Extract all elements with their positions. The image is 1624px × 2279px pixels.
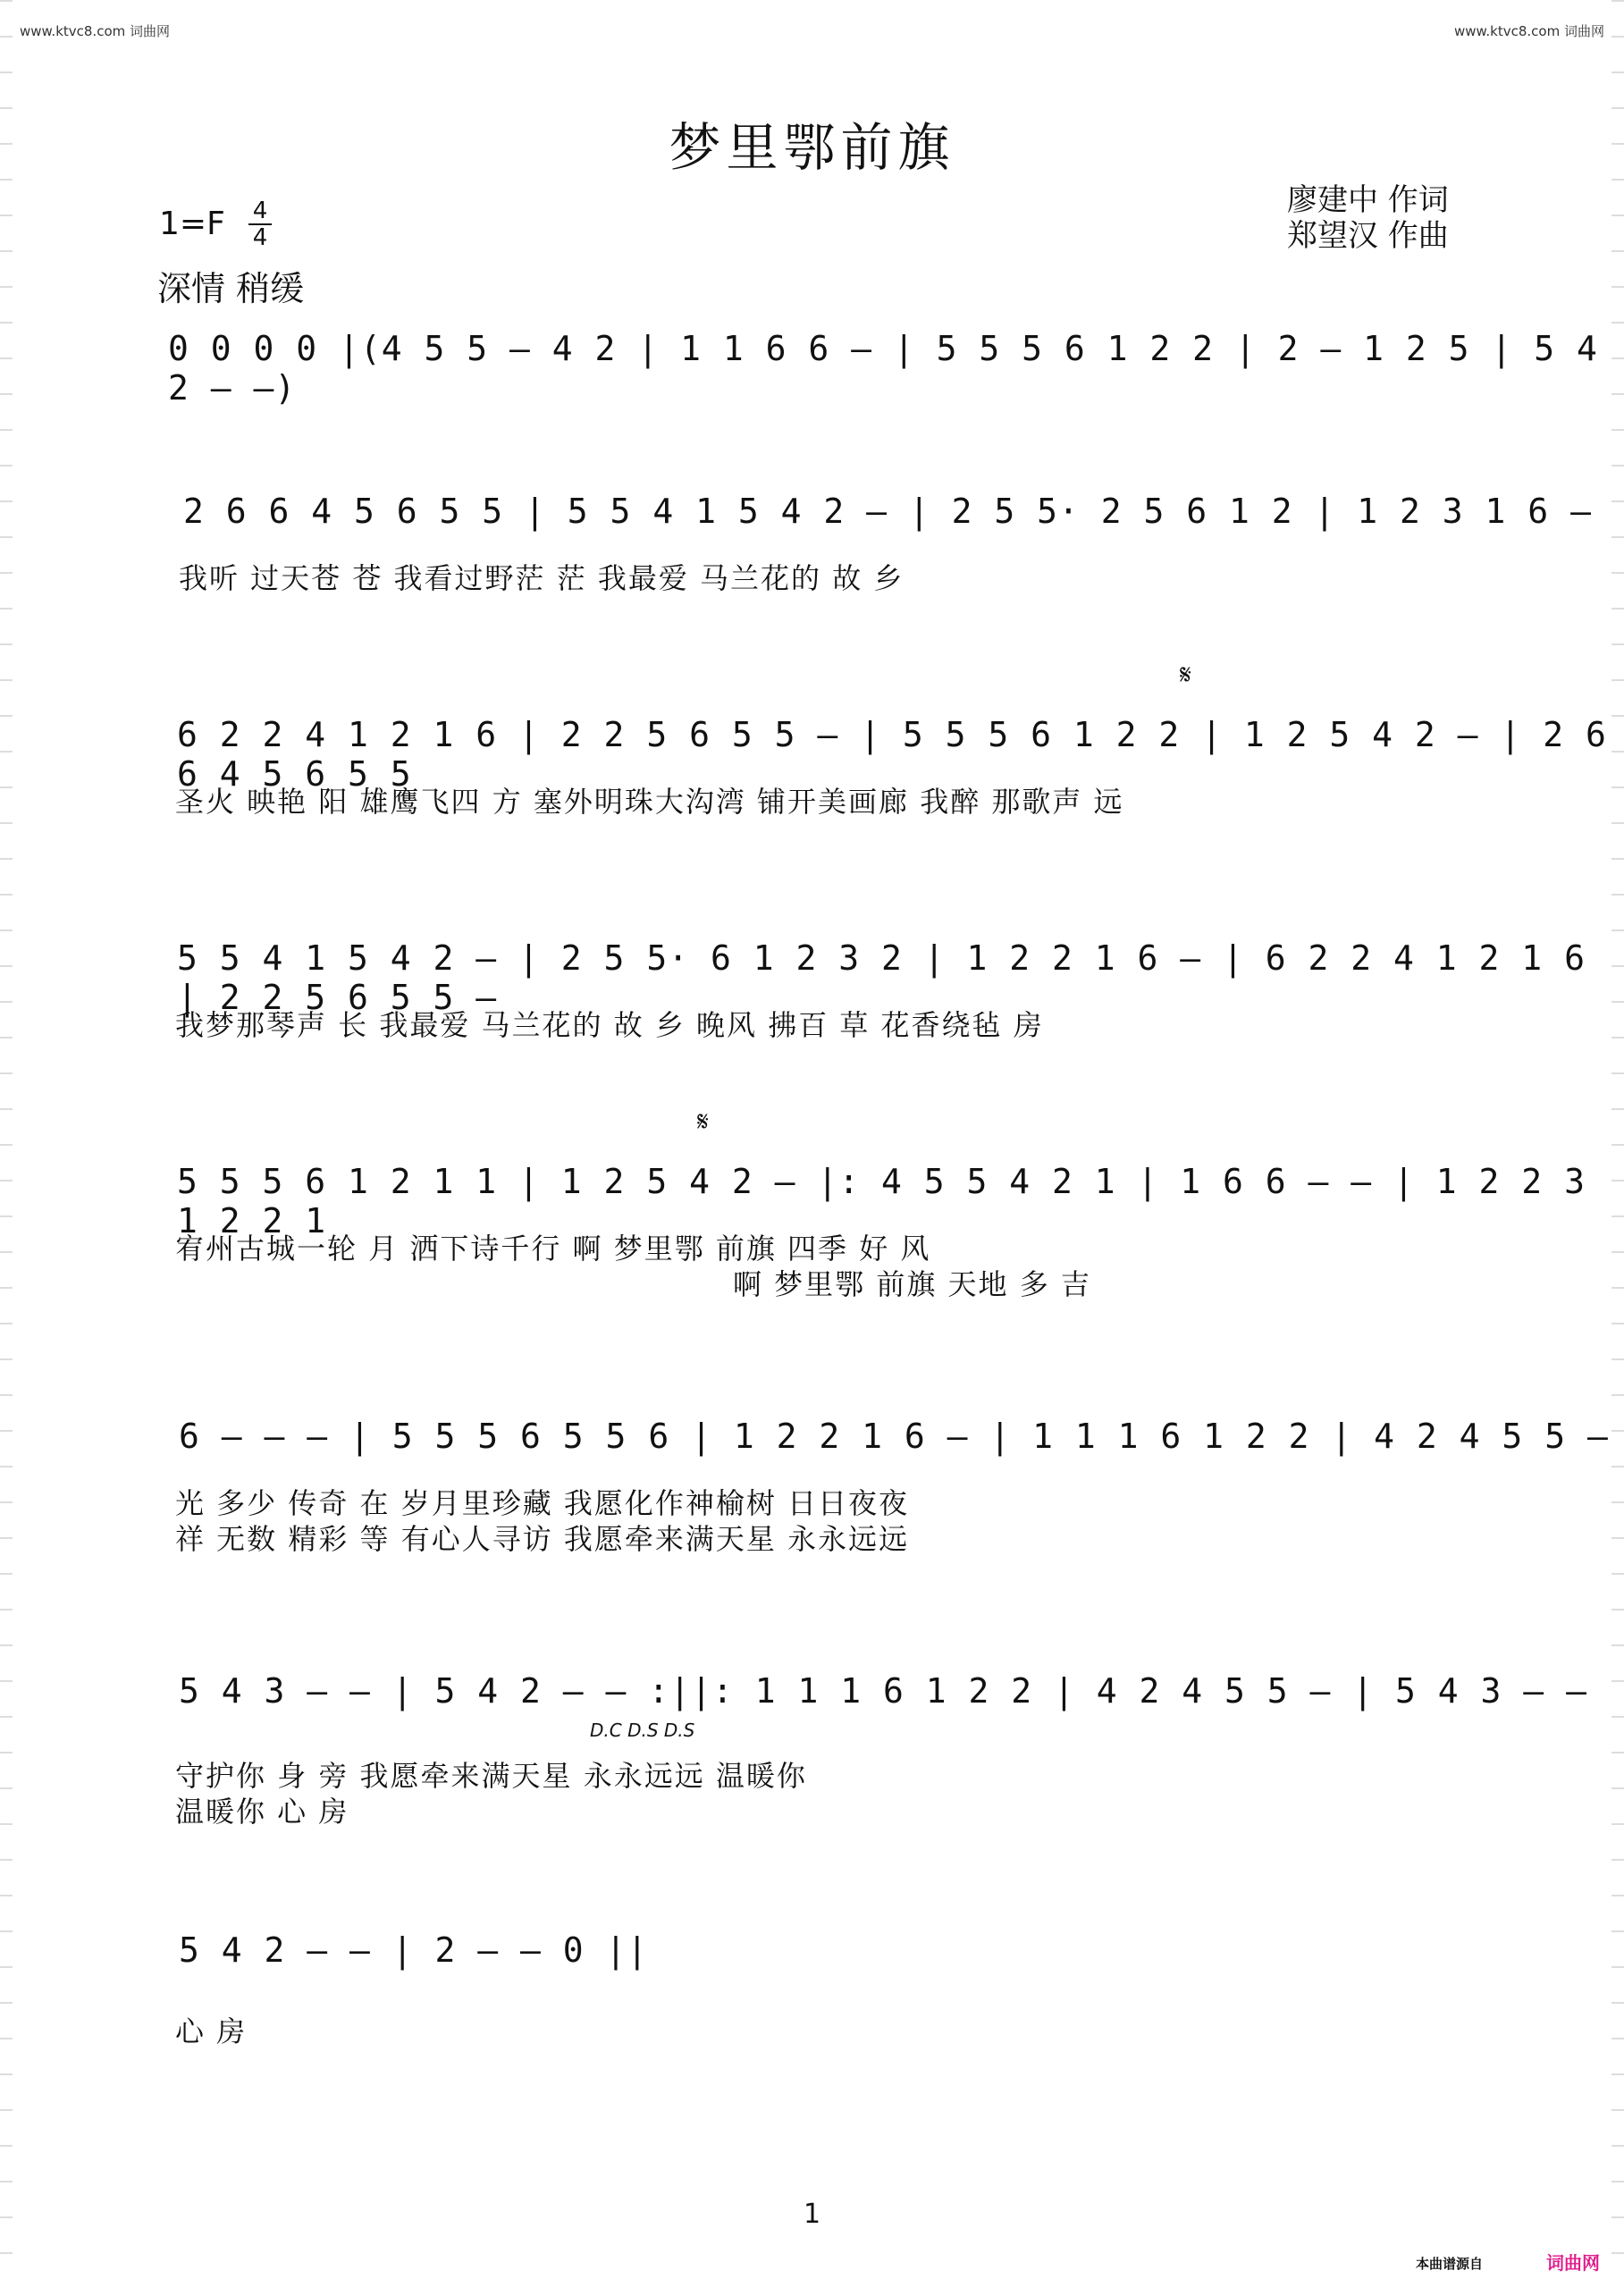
notation-line: 6 2 2 4 1 2 1 6 | 2 2 5 6 5 5 – | 5 5 5 6 1 2 2 | 1 2 5 4 2 – | 2 6 6 4 5 6 5 5 (177, 715, 1607, 794)
lyrics-verse-1: 我听 过天苍 苍 我看过野茫 茫 我最爱 马兰花的 故 乡 (179, 561, 905, 595)
lyrics-verse-2: 啊 梦里鄂 前旗 天地 多 吉 (733, 1267, 1091, 1301)
segno-sign: 𝄋 (1180, 660, 1191, 691)
segno-sign: 𝄋 (697, 1106, 709, 1138)
notation-line: 5 4 3 – – | 5 4 2 – – :||: 1 1 1 6 1 2 2 | 4 2 4 5 5 – | 5 4 3 – – (179, 1671, 1587, 1711)
notation-line: 6 – – – | 5 5 5 6 5 5 6 | 1 2 2 1 6 – | 1 1 1 6 1 2 2 | 4 2 4 5 5 – (179, 1417, 1609, 1456)
lyrics-verse-2: 温暖你 心 房 (175, 1795, 349, 1829)
notation-line: 5 5 5 6 1 2 1 1 | 1 2 5 4 2 – |: 4 5 5 4 2 1 | 1 6 6 – – | 1 2 2 3 1 2 2 1 (177, 1162, 1586, 1240)
site-header-left[interactable]: www.ktvc8.com 词曲网 (20, 23, 171, 39)
lyrics-verse-1: 守护你 身 旁 我愿牵来满天星 永永远远 温暖你 (175, 1759, 807, 1793)
lyrics-verse-1: 心 房 (175, 2014, 248, 2048)
lyrics-verse-1: 圣火 映艳 阳 雄鹰飞四 方 塞外明珠大沟湾 铺开美画廊 我醉 那歌声 远 (175, 785, 1124, 819)
composer-credit: 郑望汉 作曲 (1287, 218, 1449, 254)
footer-brand-link[interactable]: 词曲网 (1546, 2252, 1600, 2274)
lyricist-credit: 廖建中 作词 (1287, 182, 1449, 218)
time-signature-bottom: 4 (248, 223, 272, 250)
notation-line: 5 4 2 – – | 2 – – 0 || (179, 1930, 649, 1970)
notation-line: 2 6 6 4 5 6 5 5 | 5 5 4 1 5 4 2 – | 2 5 5· 2 5 6 1 2 | 1 2 3 1 6 – (183, 492, 1592, 531)
tempo-marking: 深情 稍缓 (157, 269, 305, 308)
lyrics-verse-1: 光 多少 传奇 在 岁月里珍藏 我愿化作神榆树 日日夜夜 (175, 1486, 910, 1520)
key-signature: 1=F (159, 206, 225, 242)
time-signature (248, 198, 272, 250)
lyrics-verse-1: 宥州古城一轮 月 洒下诗千行 啊 梦里鄂 前旗 四季 好 风 (175, 1232, 931, 1266)
notation-line: 0 0 0 0 |(4 5 5 – 4 2 | 1 1 6 6 – | 5 5 5 6 1 2 2 | 2 – 1 2 5 | 5 4 2 – –) (168, 329, 1598, 408)
lyrics-verse-2: 祥 无数 精彩 等 有心人寻访 我愿牵来满天星 永永远远 (175, 1522, 910, 1556)
footer-source-label: 本曲谱源自 (1416, 2256, 1484, 2272)
lyrics-verse-1: 我梦那琴声 长 我最爱 马兰花的 故 乡 晚风 拂百 草 花香绕毡 房 (175, 1008, 1044, 1042)
time-signature-top: 4 (252, 198, 268, 224)
site-header-right[interactable]: www.ktvc8.com 词曲网 (1453, 23, 1604, 39)
song-title: 梦里鄂前旗 (669, 117, 955, 178)
left-margin-strip (0, 0, 13, 2279)
notation-line: 5 5 4 1 5 4 2 – | 2 5 5· 6 1 2 3 2 | 1 2 2 1 6 – | 6 2 2 4 1 2 1 6 | 2 2 5 6 5 5 – (177, 938, 1586, 1017)
page-number: 1 (803, 2199, 821, 2230)
dc-ds-marking: D.C D.S D.S (590, 1720, 695, 1741)
